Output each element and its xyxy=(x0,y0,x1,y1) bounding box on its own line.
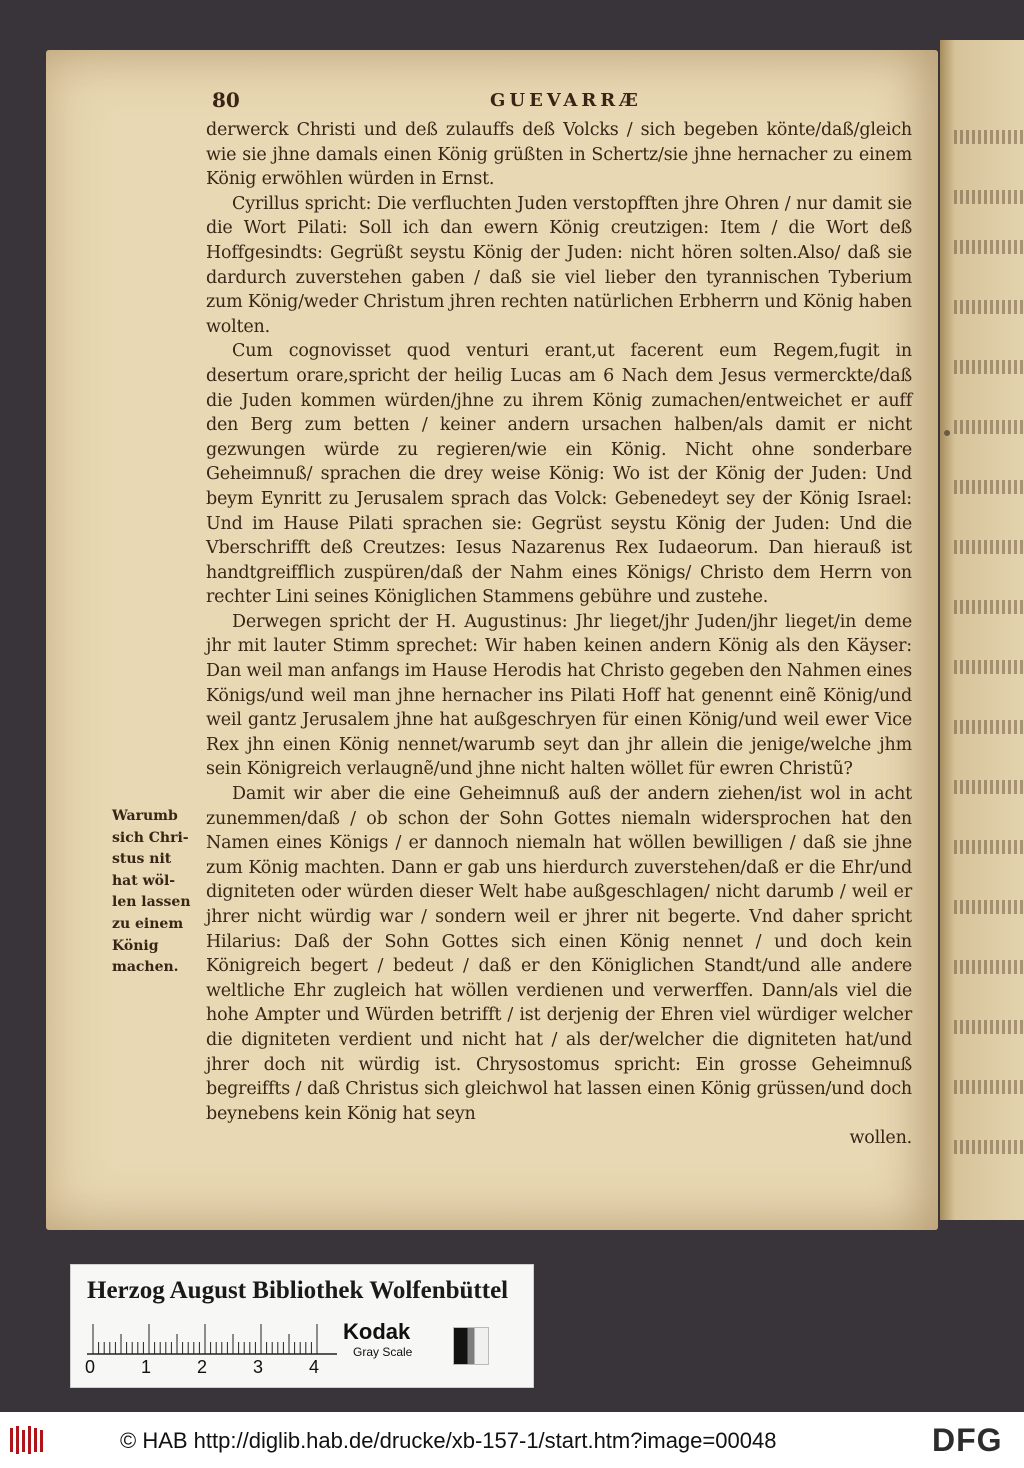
ruler-number: 3 xyxy=(253,1357,264,1377)
copyright-link[interactable]: © HAB http://diglib.hab.de/drucke/xb-157-1/start.htm?image=00048 xyxy=(120,1428,777,1453)
ruler-number: 4 xyxy=(309,1357,320,1377)
bleed-through-line xyxy=(954,360,1024,374)
bleed-through-line xyxy=(954,840,1024,854)
bleed-through-line xyxy=(954,600,1024,614)
bleed-through-line xyxy=(954,540,1024,554)
gray-scale-patches xyxy=(453,1327,489,1365)
ruler-numbers xyxy=(85,1357,345,1379)
paper-mark xyxy=(944,430,950,436)
bleed-through-line xyxy=(954,420,1024,434)
bleed-through-line xyxy=(954,240,1024,254)
dfg-logo: DFG xyxy=(932,1422,1003,1458)
margin-note-line: zu einem xyxy=(112,915,184,932)
running-head: GUEVARRÆ xyxy=(490,90,642,111)
margin-note-line: sich Chri- xyxy=(112,829,189,846)
margin-note-line: König xyxy=(112,937,159,954)
bleed-through-line xyxy=(954,900,1024,914)
bleed-through-line xyxy=(954,480,1024,494)
paragraph-catchword: wollen. xyxy=(849,1128,912,1149)
margin-note-line: machen. xyxy=(112,959,179,976)
page-header xyxy=(212,88,912,116)
ruler-scale xyxy=(87,1321,337,1355)
paragraph: Cyrillus spricht: Die verfluchten Juden verstopfften jhre Ohren / nur damit sie die Wort Pilati: Soll ich dan ewern König creutzigen: Item / die Wort deß Hoffgesindts: Gegrüßt seystu König der Juden: nicht hören solten.Also/ daß sie dardurch zuverstehen gaben / daß sie viel lieber den tyrannischen Tyberium zum König/weder Christum jhren rechten natürlichen Erbherrn und König haben wolten. xyxy=(206,193,912,337)
paragraph: Damit wir aber die eine Geheimnuß auß der andern ziehen/ist wol in acht zunemmen/daß / ob schon der Sohn Gottes niemaln widersprochen hat den Namen eines Königs / er dannoch niemaln hat wöllen bewilligen / daß sie jhne zum König machten. Dann er gab uns hierdurch zuverstehen/daß er die Ehr/und digniteten oder würden dieser Welt habe außgeschlagen/ nicht darumb / weil er jhrer nicht würdig war / sondern weil er jhrer nit begerte. Vnd daher spricht Hilarius: Daß der Sohn Gottes sich einen König nennet / und doch kein Königreich begert / bedeut / daß er den Königlichen Standt/und alle andere weltliche Ehr zugleich hat wöllen verdienen und verwerffen. Dann/als viel die hohe Ampter und Würden betrifft / ist derjenig der Ehren viel würdiger welcher die digniteten verdient und nicht hat / als der/welcher die digniteten hat/und jhrer doch nit würdig ist. Chrysostomus spricht: Ein grosse Geheimnuß begreiffts / daß Christus sich gleichwol hat lassen einen König grüssen/und doch beynebens kein König hat seyn xyxy=(206,784,912,1124)
ruler-number: 2 xyxy=(197,1357,208,1377)
margin-note-line: hat wöl- xyxy=(112,872,176,889)
ruler-number: 1 xyxy=(141,1357,152,1377)
ruler-number: 0 xyxy=(85,1357,96,1377)
margin-note-line: stus nit xyxy=(112,851,172,868)
bleed-through-line xyxy=(954,720,1024,734)
bleed-through-line xyxy=(954,960,1024,974)
kodak-logo: Kodak xyxy=(343,1319,411,1344)
bleed-through-line xyxy=(954,1140,1024,1154)
paragraph: Cum cognovisset quod venturi erant,ut facerent eum Regem,fugit in desertum orare,spricht der heilig Lucas am 6 Nach dem Jesus vermerckte/daß die Juden kommen würden/jhne zu ihrem König zumachen/entweichet er auff den Berg zum betten / keiner andern ursachen halben/als damit er nicht gezwungen würde zu regieren/wie ein König. Nicht ohne sonderbare Geheimnuß/ sprachen die drey weise König: Wo ist der König der Juden: Und beym Eynritt zu Jerusalem sprach das Volck: Gebenedeyt sey der König Israel: Und im Hause Pilati sprachen sie: Gegrüst seystu König der Juden: Und die Vberschrifft deß Creutzes: Iesus Nazarenus Rex Iudaeorum. Dan hierauß ist handtgreifflich zuspüren/daß der Nahm eines Königs/ Christo dem Herrn von rechter Lini seines Königlichen Stammens gebühre und zustehe. xyxy=(206,341,912,608)
bleed-through-line xyxy=(954,780,1024,794)
bleed-through-line xyxy=(954,130,1024,144)
bleed-through-line xyxy=(954,300,1024,314)
color-reference-card xyxy=(70,1264,534,1388)
facing-page-edge xyxy=(940,40,1024,1220)
margin-note-line: Warumb xyxy=(112,808,178,824)
bleed-through-line xyxy=(954,1020,1024,1034)
body-text xyxy=(206,118,912,1151)
paragraph: Derwegen spricht der H. Augustinus: Jhr lieget/jhr Juden/jhr lieget/in deme jhr mit lauter Stimm sprechet: Wir haben keinen andern König als den Käyser: Dan weil man anfangs im Hause Herodis hat Christo gegeben den Nahmen eines Königs/und weil man jhne hernacher ins Pilati Hoff hat genennt einẽ König/und weil gantz Jerusalem jhne hat außgeschryen für einen König/und weil ewer Vice Rex jhn einen König nennet/warumb seyt dan jhr allein die jenige/welche jhm sein Königreich verlaugnẽ/und jhne nicht halten wöllet für ewren Christũ? xyxy=(206,611,912,780)
library-name: Herzog August Bibliothek Wolfenbüttel xyxy=(87,1277,509,1304)
margin-note-line: len lassen xyxy=(112,894,191,911)
page-number: 80 xyxy=(212,88,240,112)
bleed-through-line xyxy=(954,1080,1024,1094)
margin-note xyxy=(112,806,206,979)
hab-logo-icon xyxy=(8,1424,48,1456)
bleed-through-line xyxy=(954,660,1024,674)
paragraph: derwerck Christi und deß zulauffs deß Volcks / sich begeben könte/daß/gleich wie sie jhne damals einen König grüßten in Schertz/sie jhne hernacher zu einem König erwöhlen würden in Ernst. xyxy=(206,120,912,190)
gray-scale-label: Gray Scale xyxy=(353,1345,413,1359)
bleed-through-line xyxy=(954,190,1024,204)
